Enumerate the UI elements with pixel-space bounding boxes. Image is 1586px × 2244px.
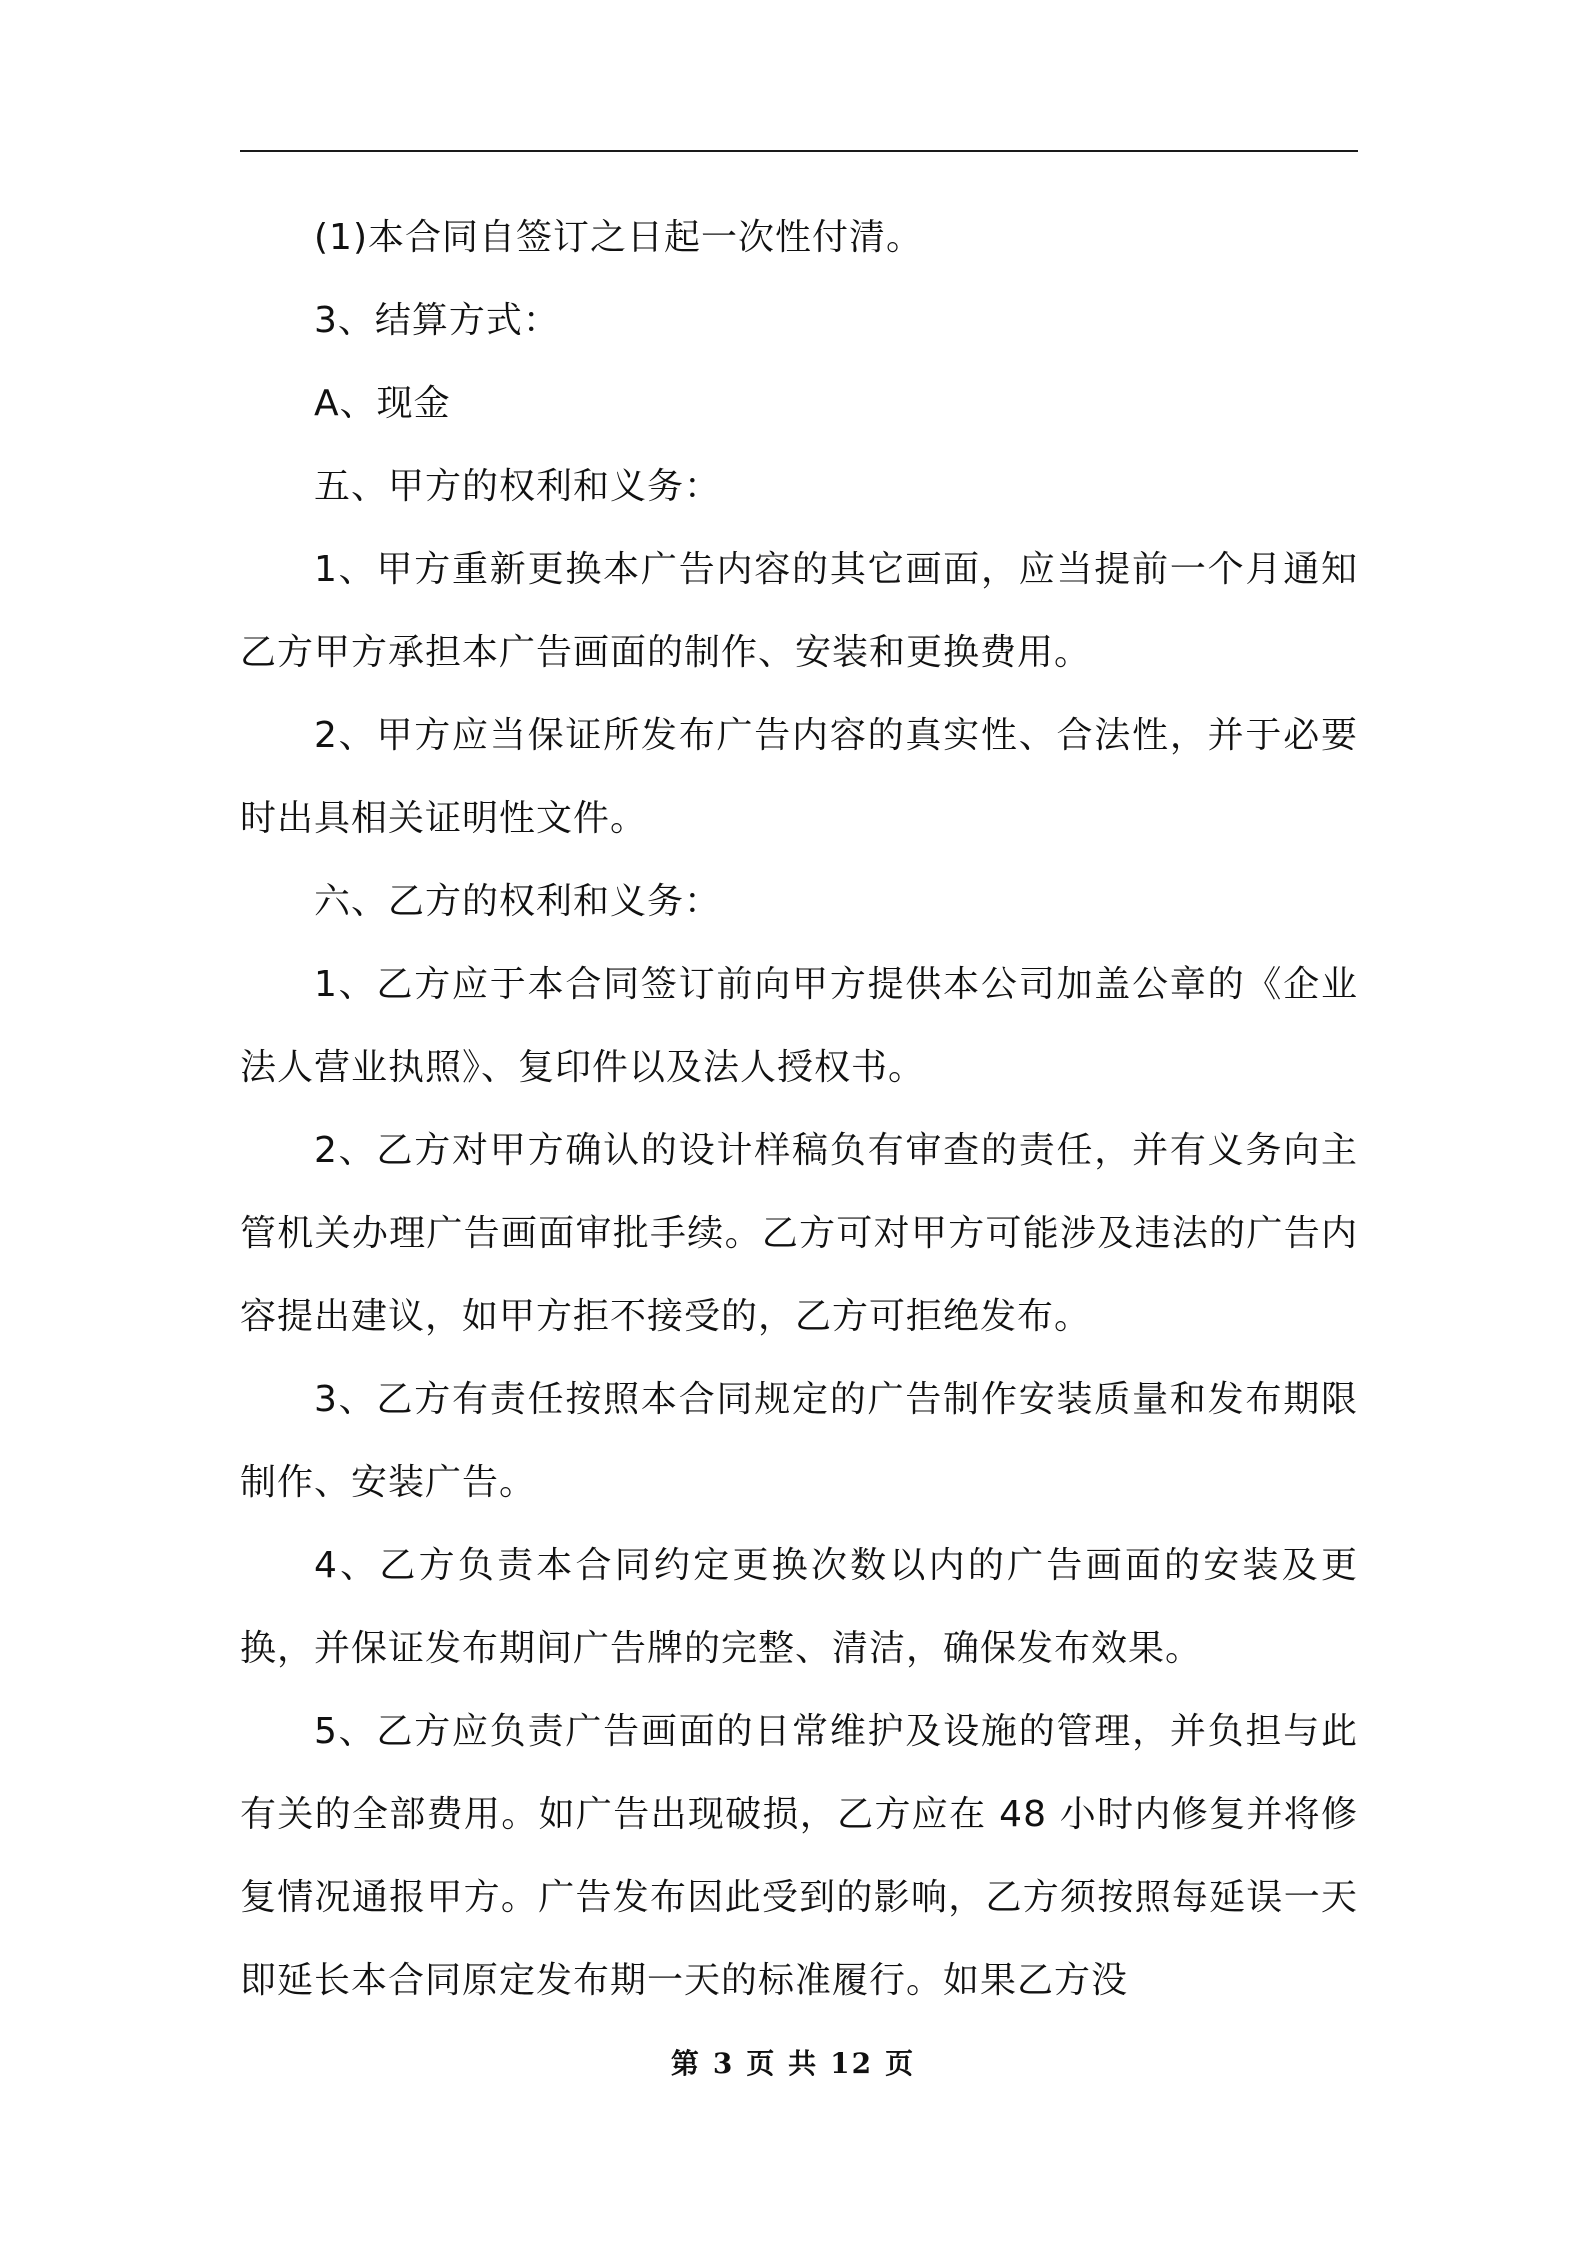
- footer-current-page: 3: [712, 2047, 735, 2080]
- section-heading-party-b: 六、乙方的权利和义务：: [314, 881, 722, 922]
- header-rule: [240, 150, 1358, 152]
- paragraph-settlement-cash: A、现金: [314, 383, 451, 424]
- page-footer: [0, 2042, 1586, 2082]
- paragraph-payment-term: (1)本合同自签订之日起一次性付清。: [314, 217, 923, 258]
- paragraph-settlement-heading: 3、结算方式：: [314, 300, 560, 341]
- footer-prefix: 第: [670, 2047, 701, 2080]
- footer-middle: 页 共: [746, 2047, 819, 2080]
- section-heading-party-a: 五、甲方的权利和义务：: [314, 466, 722, 507]
- paragraph-party-b-item-3: 3、乙方有责任按照本合同规定的广告制作安装质量和发布期限制作、安装广告。: [240, 1379, 1358, 1503]
- paragraph-party-b-item-5: 5、乙方应负责广告画面的日常维护及设施的管理，并负担与此有关的全部费用。如广告出现破损，乙方应在 48 小时内修复并将修复情况通报甲方。广告发布因此受到的影响，乙方须按照每延误一天即延长本合同原定发布期一天的标准履行。如果乙方没: [240, 1711, 1358, 2001]
- footer-total-pages: 12: [830, 2047, 874, 2080]
- paragraph-party-a-item-1: 1、甲方重新更换本广告内容的其它画面，应当提前一个月通知乙方甲方承担本广告画面的制作、安装和更换费用。: [240, 549, 1358, 673]
- paragraph-party-b-item-1: 1、乙方应于本合同签订前向甲方提供本公司加盖公章的《企业法人营业执照》、复印件以及法人授权书。: [240, 964, 1358, 1088]
- paragraph-party-a-item-2: 2、甲方应当保证所发布广告内容的真实性、合法性，并于必要时出具相关证明性文件。: [240, 715, 1358, 839]
- document-body: [240, 196, 1358, 2022]
- footer-suffix: 页: [885, 2047, 916, 2080]
- paragraph-party-b-item-4: 4、乙方负责本合同约定更换次数以内的广告画面的安装及更换，并保证发布期间广告牌的完整、清洁，确保发布效果。: [240, 1545, 1358, 1669]
- paragraph-party-b-item-2: 2、乙方对甲方确认的设计样稿负有审查的责任，并有义务向主管机关办理广告画面审批手续。乙方可对甲方可能涉及违法的广告内容提出建议，如甲方拒不接受的，乙方可拒绝发布。: [240, 1130, 1358, 1337]
